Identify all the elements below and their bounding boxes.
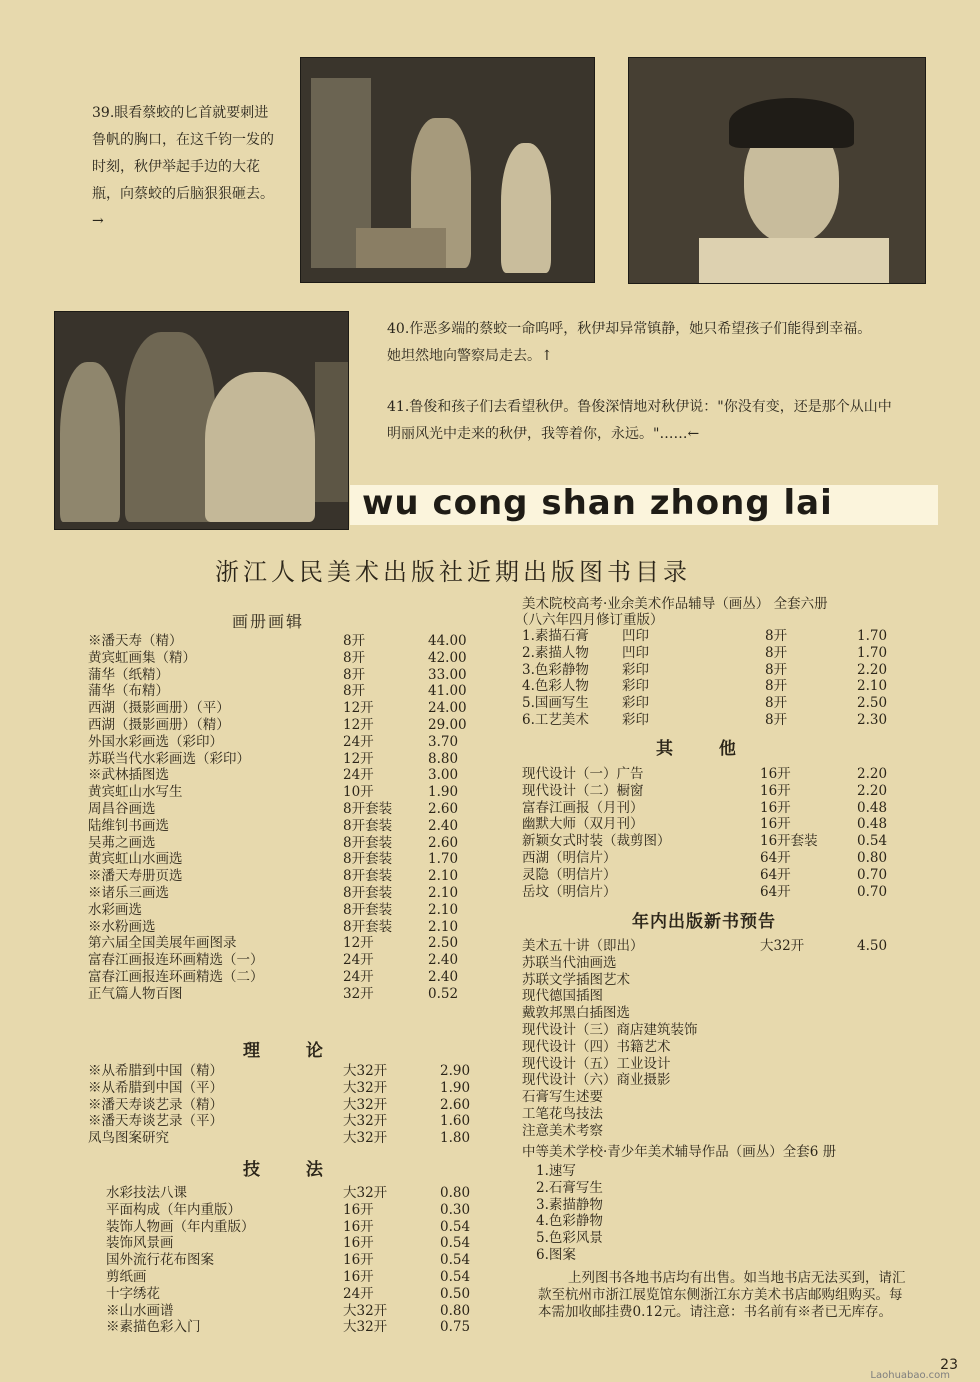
technique-cell: 剪纸画 <box>106 1268 147 1285</box>
technique-row <box>88 1219 488 1236</box>
album-cell: 第六届全国美展年画图录 <box>88 935 237 952</box>
technique-cell: 0.50 <box>440 1285 471 1302</box>
theory-cell: 1.80 <box>440 1130 471 1147</box>
technique-cell: 水彩技法八课 <box>106 1185 187 1201</box>
secondary-row: 2.石膏写生 <box>536 1179 603 1196</box>
album-cell: 24开 <box>343 733 374 750</box>
album-cell: 12开 <box>343 716 374 733</box>
album-row <box>88 650 488 667</box>
watermark: Laohuabao.com <box>870 1370 950 1381</box>
academy-cell: 1.素描石膏 <box>522 628 589 644</box>
other-cell: 64开 <box>760 866 791 883</box>
album-cell: 24开 <box>343 968 374 985</box>
album-cell: 蒲华（纸精） <box>88 666 169 683</box>
technique-cell: 0.54 <box>440 1252 471 1269</box>
other-cell: 西湖（明信片） <box>522 849 617 866</box>
section-technique: 技 法 <box>243 1160 343 1180</box>
album-cell: ※诸乐三画选 <box>88 884 169 901</box>
album-row <box>88 700 488 717</box>
academy-list <box>522 628 922 729</box>
other-cell: 现代设计（二）橱窗 <box>522 782 644 799</box>
technique-cell: 0.54 <box>440 1235 471 1252</box>
album-row <box>88 633 488 650</box>
technique-row <box>88 1319 488 1336</box>
preview-row: 石膏写生述要 <box>522 1089 603 1106</box>
academy-cell: 凹印 <box>622 628 649 644</box>
other-row <box>522 833 922 850</box>
academy-cell: 2.20 <box>857 661 888 678</box>
technique-cell: 0.54 <box>440 1218 471 1235</box>
other-cell: 16开 <box>760 799 791 816</box>
section-album: 画册画辑 <box>232 612 305 631</box>
academy-cell: 2.素描人物 <box>522 644 589 661</box>
album-cell: 8.80 <box>428 750 459 767</box>
technique-row <box>88 1185 488 1202</box>
section-theory: 理 论 <box>243 1041 343 1061</box>
album-cell: 富春江画报连环画精选（二） <box>88 968 264 985</box>
album-cell: 10开 <box>343 784 374 801</box>
album-cell: 8开套装 <box>343 884 393 901</box>
theory-row <box>88 1130 488 1147</box>
academy-row <box>522 662 922 679</box>
album-cell: 8开套装 <box>343 901 393 918</box>
other-cell: 0.80 <box>857 849 888 866</box>
theory-cell: 2.60 <box>440 1096 471 1113</box>
academy-cell: 4.色彩人物 <box>522 678 589 695</box>
theory-cell: 凤鸟图案研究 <box>88 1130 169 1147</box>
album-cell: 12开 <box>343 750 374 767</box>
preview-row: 现代德国插图 <box>522 988 603 1005</box>
preview-cell: 美术五十讲（即出） <box>522 938 644 954</box>
album-cell: 西湖（摄影画册）（平） <box>88 700 230 717</box>
album-cell: 黄宾虹山水写生 <box>88 784 183 801</box>
theory-row <box>88 1097 488 1114</box>
album-cell: 黄宾虹山水画选 <box>88 851 183 868</box>
preview-row: 注意美术考察 <box>522 1122 603 1139</box>
album-row <box>88 885 488 902</box>
technique-row <box>88 1286 488 1303</box>
album-cell: 富春江画报连环画精选（一） <box>88 952 264 969</box>
other-cell: 现代设计（一）广告 <box>522 766 644 782</box>
album-cell: 陆维钊书画选 <box>88 817 169 834</box>
technique-row <box>88 1235 488 1252</box>
album-cell: 2.10 <box>428 868 459 885</box>
album-cell: 2.40 <box>428 952 459 969</box>
theory-list <box>88 1063 488 1147</box>
preview-row: 苏联当代油画选 <box>522 954 617 971</box>
catalog-title: 浙江人民美术出版社近期出版图书目录 <box>215 558 691 586</box>
preview-row: 苏联文学插图艺术 <box>522 971 630 988</box>
caption-39: 39.眼看蔡蛟的匕首就要刺进鲁帆的胸口，在这千钧一发的时刻，秋伊举起手边的大花瓶，向蔡蛟的后脑狠狠砸去。→ <box>92 105 274 229</box>
comic-panel-portrait <box>628 57 926 284</box>
other-cell: 0.48 <box>857 799 888 816</box>
title-banner <box>350 485 938 525</box>
caption-40: 40.作恶多端的蔡蛟一命呜呼，秋伊却异常镇静，她只希望孩子们能得到幸福。她坦然地向警察局走去。↑ <box>387 321 872 364</box>
album-cell: 8开套装 <box>343 834 393 851</box>
technique-cell: 十字绣花 <box>106 1285 160 1302</box>
album-cell: 24开 <box>343 952 374 969</box>
album-cell: 24开 <box>343 767 374 784</box>
other-list <box>522 766 922 900</box>
other-cell: 16开 <box>760 782 791 799</box>
technique-cell: 16开 <box>343 1252 374 1269</box>
album-list <box>88 633 488 1003</box>
album-cell: 8开套装 <box>343 800 393 817</box>
technique-cell: 0.75 <box>440 1319 471 1336</box>
academy-cell: 凹印 <box>622 644 649 661</box>
other-cell: 64开 <box>760 849 791 866</box>
academy-row <box>522 628 922 645</box>
academy-row <box>522 645 922 662</box>
album-cell: ※水粉画选 <box>88 918 156 935</box>
album-cell: ※潘天寿（精） <box>88 633 183 649</box>
technique-cell: 平面构成（年内重版） <box>106 1201 241 1218</box>
album-row <box>88 835 488 852</box>
academy-cell: 2.30 <box>857 711 888 728</box>
album-cell: 3.00 <box>428 767 459 784</box>
preview-cell: 大32开 <box>760 938 805 954</box>
other-cell: 64开 <box>760 883 791 900</box>
theory-row <box>88 1080 488 1097</box>
album-cell: 8开 <box>343 649 366 666</box>
theory-cell: 1.90 <box>440 1079 471 1096</box>
other-cell: 富春江画报（月刊） <box>522 799 644 816</box>
theory-cell: ※从希腊到中国（精） <box>88 1063 223 1079</box>
theory-cell: 大32开 <box>343 1096 388 1113</box>
academy-cell: 6.工艺美术 <box>522 711 589 728</box>
academy-cell: 8开 <box>765 711 788 728</box>
album-cell: 2.50 <box>428 935 459 952</box>
section-other: 其 他 <box>656 739 756 759</box>
other-row <box>522 800 922 817</box>
album-cell: 32开 <box>343 985 374 1002</box>
theory-cell: ※潘天寿谈艺录（精） <box>88 1096 223 1113</box>
other-cell: 2.20 <box>857 782 888 799</box>
album-cell: 水彩画选 <box>88 901 142 918</box>
preview-cell: 4.50 <box>857 938 888 954</box>
technique-cell: 16开 <box>343 1201 374 1218</box>
academy-cell: 5.国画写生 <box>522 695 589 712</box>
album-cell: 8开套装 <box>343 868 393 885</box>
secondary-row: 4.色彩静物 <box>536 1213 603 1230</box>
album-cell: 1.70 <box>428 851 459 868</box>
album-cell: 8开套装 <box>343 918 393 935</box>
technique-cell: 16开 <box>343 1218 374 1235</box>
album-row <box>88 868 488 885</box>
section-preview: 年内出版新书预告 <box>632 912 776 932</box>
secondary-row: 5.色彩风景 <box>536 1230 603 1247</box>
technique-cell: 国外流行花布图案 <box>106 1252 214 1269</box>
preview-row: 现代设计（五）工业设计 <box>522 1055 671 1072</box>
other-cell: 0.54 <box>857 833 888 850</box>
album-row <box>88 902 488 919</box>
theory-cell: 1.60 <box>440 1113 471 1130</box>
theory-cell: ※从希腊到中国（平） <box>88 1079 223 1096</box>
comic-panel-40-41 <box>54 311 349 530</box>
technique-cell: 16开 <box>343 1235 374 1252</box>
academy-row <box>522 712 922 729</box>
academy-cell: 2.50 <box>857 695 888 712</box>
album-cell: 2.10 <box>428 884 459 901</box>
album-cell: 2.60 <box>428 834 459 851</box>
other-row <box>522 884 922 901</box>
preview-row: 工笔花鸟技法 <box>522 1105 603 1122</box>
academy-cell: 8开 <box>765 678 788 695</box>
album-cell: 2.10 <box>428 901 459 918</box>
album-row <box>88 751 488 768</box>
academy-cell: 8开 <box>765 661 788 678</box>
comic-panel-39 <box>300 57 595 283</box>
other-cell: 2.20 <box>857 766 888 782</box>
album-row <box>88 717 488 734</box>
caption-41: 41.鲁俊和孩子们去看望秋伊。鲁俊深情地对秋伊说："你没有变，还是那个从山中明丽风光中走来的秋伊，我等着你，永远。"……← <box>387 399 892 442</box>
other-row <box>522 783 922 800</box>
theory-cell: 大32开 <box>343 1113 388 1130</box>
academy-cell: 彩印 <box>622 661 649 678</box>
album-row <box>88 801 488 818</box>
technique-cell: 大32开 <box>343 1319 388 1336</box>
album-cell: 8开 <box>343 633 366 649</box>
album-cell: 2.10 <box>428 918 459 935</box>
album-cell: 3.70 <box>428 733 459 750</box>
technique-cell: 0.54 <box>440 1268 471 1285</box>
page-number: 23 <box>940 1357 958 1373</box>
other-row <box>522 816 922 833</box>
preview-row: 戴敦邦黑白插图选 <box>522 1005 630 1022</box>
album-cell: 1.90 <box>428 784 459 801</box>
album-row <box>88 851 488 868</box>
album-row <box>88 683 488 700</box>
theory-cell: ※潘天寿谈艺录（平） <box>88 1113 223 1130</box>
banner-text: wu cong shan zhong lai <box>362 483 833 523</box>
album-cell: 42.00 <box>428 649 467 666</box>
secondary-row: 3.素描静物 <box>536 1196 603 1213</box>
other-cell: 16开 <box>760 766 791 782</box>
secondary-list <box>536 1163 836 1264</box>
purchase-notice: 上列图书各地书店均有出售。如当地书店无法买到，请汇款至杭州市浙江展览馆东侧浙江东方美术书店邮购组购买。每本需加收邮挂费0.12元。请注意：书名前有※者已无库存。 <box>538 1270 906 1320</box>
album-cell: ※潘天寿册页选 <box>88 868 183 885</box>
other-row <box>522 850 922 867</box>
secondary-row: 1.速写 <box>536 1163 576 1179</box>
album-cell: 0.52 <box>428 985 459 1002</box>
academy-row <box>522 695 922 712</box>
technique-cell: 16开 <box>343 1268 374 1285</box>
album-row <box>88 919 488 936</box>
other-cell: 幽默大师（双月刊） <box>522 816 644 833</box>
album-cell: ※武林插图选 <box>88 767 169 784</box>
album-cell: 2.40 <box>428 968 459 985</box>
technique-row <box>88 1202 488 1219</box>
other-row <box>522 766 922 783</box>
other-cell: 0.70 <box>857 883 888 900</box>
preview-row: 现代设计（六）商业摄影 <box>522 1072 671 1089</box>
academy-cell: 1.70 <box>857 628 888 644</box>
technique-cell: 装饰风景画 <box>106 1235 174 1252</box>
technique-cell: 大32开 <box>343 1185 388 1201</box>
academy-cell: 2.10 <box>857 678 888 695</box>
academy-cell: 8开 <box>765 695 788 712</box>
preview-row <box>522 938 922 955</box>
academy-cell: 彩印 <box>622 695 649 712</box>
preview-list <box>522 938 922 1140</box>
album-cell: 8开 <box>343 683 366 700</box>
other-cell: 16开套装 <box>760 833 818 850</box>
academy-cell: 3.色彩静物 <box>522 661 589 678</box>
technique-row <box>88 1303 488 1320</box>
other-cell: 0.48 <box>857 816 888 833</box>
academy-cell: 8开 <box>765 644 788 661</box>
academy-cell: 8开 <box>765 628 788 644</box>
theory-cell: 2.90 <box>440 1063 471 1079</box>
technique-row <box>88 1252 488 1269</box>
album-cell: 29.00 <box>428 716 467 733</box>
theory-row <box>88 1113 488 1130</box>
album-cell: 外国水彩画选（彩印） <box>88 733 223 750</box>
album-row <box>88 734 488 751</box>
album-row <box>88 767 488 784</box>
album-cell: 2.60 <box>428 800 459 817</box>
album-cell: 8开套装 <box>343 817 393 834</box>
technique-cell: 装饰人物画（年内重版） <box>106 1218 255 1235</box>
theory-cell: 大32开 <box>343 1130 388 1147</box>
academy-row <box>522 678 922 695</box>
secondary-row: 6.图案 <box>536 1246 576 1263</box>
technique-cell: ※素描色彩入门 <box>106 1319 201 1336</box>
academy-subheader: （八六年四月修订重版） <box>515 612 664 628</box>
technique-cell: 0.80 <box>440 1302 471 1319</box>
other-row <box>522 867 922 884</box>
album-cell: 8开 <box>343 666 366 683</box>
academy-cell: 1.70 <box>857 644 888 661</box>
album-row <box>88 952 488 969</box>
academy-header: 美术院校高考·业余美术作品辅导（画丛） 全套六册 <box>522 596 828 612</box>
other-cell: 灵隐（明信片） <box>522 866 617 883</box>
album-cell: 41.00 <box>428 683 467 700</box>
academy-cell: 彩印 <box>622 711 649 728</box>
album-cell: 12开 <box>343 935 374 952</box>
theory-cell: 大32开 <box>343 1079 388 1096</box>
album-cell: 44.00 <box>428 633 467 649</box>
album-cell: 黄宾虹画集（精） <box>88 649 196 666</box>
album-cell: 周昌谷画选 <box>88 800 156 817</box>
other-cell: 16开 <box>760 816 791 833</box>
preview-row: 现代设计（四）书籍艺术 <box>522 1038 671 1055</box>
album-cell: 蒲华（布精） <box>88 683 169 700</box>
album-row <box>88 935 488 952</box>
album-cell: 西湖（摄影画册）（精） <box>88 716 230 733</box>
album-row <box>88 986 488 1003</box>
technique-cell: ※山水画谱 <box>106 1302 174 1319</box>
album-cell: 33.00 <box>428 666 467 683</box>
album-row <box>88 784 488 801</box>
album-cell: 2.40 <box>428 817 459 834</box>
secondary-header: 中等美术学校·青少年美术辅导作品（画丛）全套6 册 <box>522 1144 837 1160</box>
album-cell: 8开套装 <box>343 851 393 868</box>
technique-list <box>88 1185 488 1336</box>
technique-cell: 大32开 <box>343 1302 388 1319</box>
album-cell: 吴茀之画选 <box>88 834 156 851</box>
album-cell: 苏联当代水彩画选（彩印） <box>88 750 250 767</box>
technique-cell: 0.30 <box>440 1201 471 1218</box>
album-cell: 12开 <box>343 700 374 717</box>
theory-cell: 大32开 <box>343 1063 388 1079</box>
album-cell: 正气篇人物百图 <box>88 985 183 1002</box>
theory-row <box>88 1063 488 1080</box>
album-row <box>88 818 488 835</box>
technique-cell: 0.80 <box>440 1185 471 1201</box>
other-cell: 0.70 <box>857 866 888 883</box>
technique-cell: 24开 <box>343 1285 374 1302</box>
academy-cell: 彩印 <box>622 678 649 695</box>
album-row <box>88 969 488 986</box>
preview-row: 现代设计（三）商店建筑装饰 <box>522 1021 698 1038</box>
album-row <box>88 667 488 684</box>
album-cell: 24.00 <box>428 700 467 717</box>
technique-row <box>88 1269 488 1286</box>
other-cell: 新颖女式时装（裁剪图） <box>522 833 671 850</box>
other-cell: 岳坟（明信片） <box>522 883 617 900</box>
